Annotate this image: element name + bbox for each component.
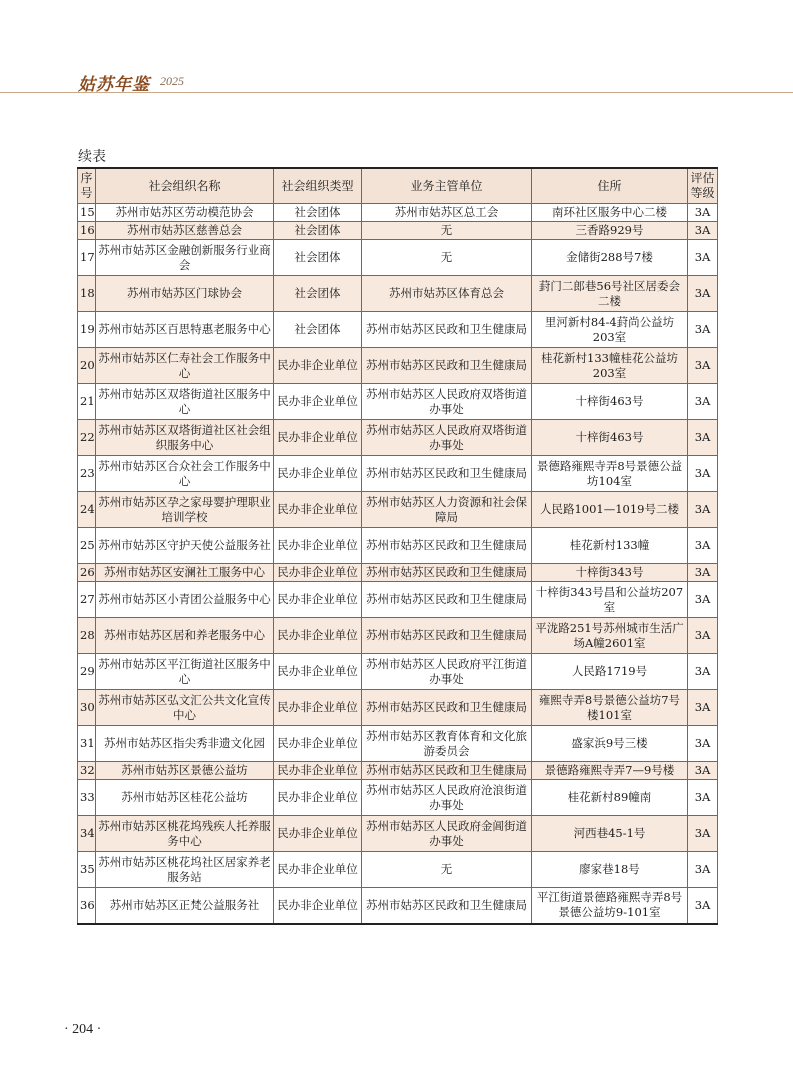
yearbook-year: 2025 bbox=[160, 74, 184, 88]
table-header-row bbox=[78, 168, 718, 204]
cell-grade: 3A bbox=[688, 726, 718, 762]
cell-name: 苏州市姑苏区慈善总会 bbox=[96, 222, 274, 240]
cell-unit: 无 bbox=[362, 222, 532, 240]
cell-address: 桂花新村133幢 bbox=[532, 528, 688, 564]
cell-address: 平江街道景德路雍熙寺弄8号景德公益坊9-101室 bbox=[532, 888, 688, 924]
cell-no: 27 bbox=[78, 582, 96, 618]
cell-unit: 苏州市姑苏区民政和卫生健康局 bbox=[362, 582, 532, 618]
table-body bbox=[78, 204, 718, 924]
cell-grade: 3A bbox=[688, 618, 718, 654]
cell-unit: 苏州市姑苏区民政和卫生健康局 bbox=[362, 312, 532, 348]
cell-grade: 3A bbox=[688, 780, 718, 816]
cell-grade: 3A bbox=[688, 348, 718, 384]
cell-address: 河西巷45-1号 bbox=[532, 816, 688, 852]
table-row bbox=[78, 726, 718, 762]
table-row bbox=[78, 564, 718, 582]
table-row bbox=[78, 222, 718, 240]
cell-name: 苏州市姑苏区平江街道社区服务中心 bbox=[96, 654, 274, 690]
cell-no: 32 bbox=[78, 762, 96, 780]
table-row bbox=[78, 654, 718, 690]
cell-no: 34 bbox=[78, 816, 96, 852]
table-row bbox=[78, 384, 718, 420]
cell-grade: 3A bbox=[688, 528, 718, 564]
cell-grade: 3A bbox=[688, 654, 718, 690]
cell-address: 廖家巷18号 bbox=[532, 852, 688, 888]
cell-address: 里河新村84-4葑尚公益坊203室 bbox=[532, 312, 688, 348]
cell-address: 人民路1001—1019号二楼 bbox=[532, 492, 688, 528]
cell-address: 盛家浜9号三楼 bbox=[532, 726, 688, 762]
cell-address: 平泷路251号苏州城市生活广场A幢2601室 bbox=[532, 618, 688, 654]
cell-address: 桂花新村89幢南 bbox=[532, 780, 688, 816]
cell-no: 29 bbox=[78, 654, 96, 690]
cell-address: 南环社区服务中心二楼 bbox=[532, 204, 688, 222]
cell-name: 苏州市姑苏区金融创新服务行业商会 bbox=[96, 240, 274, 276]
cell-type: 民办非企业单位 bbox=[274, 780, 362, 816]
cell-no: 24 bbox=[78, 492, 96, 528]
cell-grade: 3A bbox=[688, 312, 718, 348]
cell-type: 社会团体 bbox=[274, 312, 362, 348]
cell-unit: 苏州市姑苏区总工会 bbox=[362, 204, 532, 222]
table-row bbox=[78, 420, 718, 456]
cell-grade: 3A bbox=[688, 690, 718, 726]
cell-unit: 苏州市姑苏区人民政府双塔街道办事处 bbox=[362, 420, 532, 456]
cell-unit: 苏州市姑苏区民政和卫生健康局 bbox=[362, 456, 532, 492]
cell-grade: 3A bbox=[688, 204, 718, 222]
cell-grade: 3A bbox=[688, 240, 718, 276]
cell-grade: 3A bbox=[688, 582, 718, 618]
cell-no: 17 bbox=[78, 240, 96, 276]
cell-grade: 3A bbox=[688, 456, 718, 492]
cell-unit: 苏州市姑苏区体育总会 bbox=[362, 276, 532, 312]
cell-unit: 苏州市姑苏区民政和卫生健康局 bbox=[362, 618, 532, 654]
table-row bbox=[78, 492, 718, 528]
cell-address: 十梓街343号昌和公益坊207室 bbox=[532, 582, 688, 618]
cell-type: 民办非企业单位 bbox=[274, 420, 362, 456]
cell-address: 桂花新村133幢桂花公益坊203室 bbox=[532, 348, 688, 384]
cell-address: 景德路雍熙寺弄8号景德公益坊104室 bbox=[532, 456, 688, 492]
cell-grade: 3A bbox=[688, 492, 718, 528]
cell-type: 民办非企业单位 bbox=[274, 492, 362, 528]
table-row bbox=[78, 240, 718, 276]
cell-unit: 苏州市姑苏区人民政府金阊街道办事处 bbox=[362, 816, 532, 852]
cell-grade: 3A bbox=[688, 276, 718, 312]
header-address: 住所 bbox=[532, 168, 688, 204]
cell-name: 苏州市姑苏区桃花坞社区居家养老服务站 bbox=[96, 852, 274, 888]
cell-name: 苏州市姑苏区景德公益坊 bbox=[96, 762, 274, 780]
header-grade: 评估等级 bbox=[688, 168, 718, 204]
cell-address: 三香路929号 bbox=[532, 222, 688, 240]
cell-name: 苏州市姑苏区正梵公益服务社 bbox=[96, 888, 274, 924]
cell-type: 民办非企业单位 bbox=[274, 654, 362, 690]
cell-name: 苏州市姑苏区桃花坞残疾人托养服务中心 bbox=[96, 816, 274, 852]
cell-no: 33 bbox=[78, 780, 96, 816]
cell-no: 36 bbox=[78, 888, 96, 924]
table-continued-caption: 续表 bbox=[78, 149, 106, 165]
cell-type: 社会团体 bbox=[274, 204, 362, 222]
cell-address: 葑门二郎巷56号社区居委会二楼 bbox=[532, 276, 688, 312]
cell-name: 苏州市姑苏区百思特惠老服务中心 bbox=[96, 312, 274, 348]
cell-no: 26 bbox=[78, 564, 96, 582]
cell-unit: 苏州市姑苏区人民政府沧浪街道办事处 bbox=[362, 780, 532, 816]
cell-name: 苏州市姑苏区居和养老服务中心 bbox=[96, 618, 274, 654]
page-header bbox=[0, 0, 793, 93]
cell-no: 18 bbox=[78, 276, 96, 312]
cell-name: 苏州市姑苏区指尖秀非遗文化园 bbox=[96, 726, 274, 762]
cell-grade: 3A bbox=[688, 564, 718, 582]
cell-name: 苏州市姑苏区合众社会工作服务中心 bbox=[96, 456, 274, 492]
cell-grade: 3A bbox=[688, 888, 718, 924]
cell-address: 人民路1719号 bbox=[532, 654, 688, 690]
cell-address: 十梓街463号 bbox=[532, 420, 688, 456]
cell-type: 民办非企业单位 bbox=[274, 618, 362, 654]
cell-grade: 3A bbox=[688, 852, 718, 888]
cell-grade: 3A bbox=[688, 222, 718, 240]
table-row bbox=[78, 312, 718, 348]
cell-type: 社会团体 bbox=[274, 240, 362, 276]
cell-no: 21 bbox=[78, 384, 96, 420]
cell-type: 民办非企业单位 bbox=[274, 816, 362, 852]
table-row bbox=[78, 852, 718, 888]
cell-unit: 苏州市姑苏区民政和卫生健康局 bbox=[362, 690, 532, 726]
table-row bbox=[78, 816, 718, 852]
table-row bbox=[78, 690, 718, 726]
cell-type: 民办非企业单位 bbox=[274, 528, 362, 564]
cell-address: 十梓街463号 bbox=[532, 384, 688, 420]
cell-no: 25 bbox=[78, 528, 96, 564]
cell-type: 民办非企业单位 bbox=[274, 690, 362, 726]
cell-no: 23 bbox=[78, 456, 96, 492]
cell-name: 苏州市姑苏区门球协会 bbox=[96, 276, 274, 312]
cell-no: 22 bbox=[78, 420, 96, 456]
cell-no: 20 bbox=[78, 348, 96, 384]
table-row bbox=[78, 762, 718, 780]
cell-unit: 苏州市姑苏区民政和卫生健康局 bbox=[362, 564, 532, 582]
cell-address: 十梓街343号 bbox=[532, 564, 688, 582]
cell-type: 社会团体 bbox=[274, 276, 362, 312]
cell-unit: 苏州市姑苏区民政和卫生健康局 bbox=[362, 528, 532, 564]
cell-type: 民办非企业单位 bbox=[274, 582, 362, 618]
cell-name: 苏州市姑苏区小青团公益服务中心 bbox=[96, 582, 274, 618]
cell-unit: 苏州市姑苏区民政和卫生健康局 bbox=[362, 762, 532, 780]
cell-type: 民办非企业单位 bbox=[274, 348, 362, 384]
cell-grade: 3A bbox=[688, 420, 718, 456]
header-no: 序号 bbox=[78, 168, 96, 204]
cell-type: 民办非企业单位 bbox=[274, 384, 362, 420]
table-row bbox=[78, 204, 718, 222]
cell-unit: 苏州市姑苏区人民政府双塔街道办事处 bbox=[362, 384, 532, 420]
cell-type: 民办非企业单位 bbox=[274, 888, 362, 924]
cell-unit: 苏州市姑苏区人力资源和社会保障局 bbox=[362, 492, 532, 528]
cell-no: 35 bbox=[78, 852, 96, 888]
cell-name: 苏州市姑苏区弘文汇公共文化宣传中心 bbox=[96, 690, 274, 726]
cell-unit: 苏州市姑苏区民政和卫生健康局 bbox=[362, 888, 532, 924]
cell-no: 28 bbox=[78, 618, 96, 654]
cell-grade: 3A bbox=[688, 384, 718, 420]
table-row bbox=[78, 582, 718, 618]
cell-name: 苏州市姑苏区安澜社工服务中心 bbox=[96, 564, 274, 582]
cell-name: 苏州市姑苏区桂花公益坊 bbox=[96, 780, 274, 816]
cell-name: 苏州市姑苏区守护天使公益服务社 bbox=[96, 528, 274, 564]
table-row bbox=[78, 618, 718, 654]
cell-name: 苏州市姑苏区双塔街道社区服务中心 bbox=[96, 384, 274, 420]
cell-type: 民办非企业单位 bbox=[274, 456, 362, 492]
header-name: 社会组织名称 bbox=[96, 168, 274, 204]
cell-grade: 3A bbox=[688, 762, 718, 780]
cell-name: 苏州市姑苏区劳动模范协会 bbox=[96, 204, 274, 222]
cell-type: 民办非企业单位 bbox=[274, 762, 362, 780]
cell-no: 15 bbox=[78, 204, 96, 222]
cell-unit: 苏州市姑苏区教育体育和文化旅游委员会 bbox=[362, 726, 532, 762]
cell-name: 苏州市姑苏区孕之家母婴护理职业培训学校 bbox=[96, 492, 274, 528]
table-row bbox=[78, 348, 718, 384]
cell-no: 31 bbox=[78, 726, 96, 762]
cell-name: 苏州市姑苏区仁寿社会工作服务中心 bbox=[96, 348, 274, 384]
table-row bbox=[78, 888, 718, 924]
cell-address: 金储街288号7楼 bbox=[532, 240, 688, 276]
cell-unit: 苏州市姑苏区民政和卫生健康局 bbox=[362, 348, 532, 384]
table-row bbox=[78, 528, 718, 564]
cell-no: 30 bbox=[78, 690, 96, 726]
table-row bbox=[78, 456, 718, 492]
cell-name: 苏州市姑苏区双塔街道社区社会组织服务中心 bbox=[96, 420, 274, 456]
cell-type: 民办非企业单位 bbox=[274, 726, 362, 762]
cell-no: 19 bbox=[78, 312, 96, 348]
cell-unit: 无 bbox=[362, 852, 532, 888]
header-type: 社会组织类型 bbox=[274, 168, 362, 204]
cell-address: 雍熙寺弄8号景德公益坊7号楼101室 bbox=[532, 690, 688, 726]
cell-type: 民办非企业单位 bbox=[274, 852, 362, 888]
cell-grade: 3A bbox=[688, 816, 718, 852]
cell-type: 民办非企业单位 bbox=[274, 564, 362, 582]
table-row bbox=[78, 276, 718, 312]
header-unit: 业务主管单位 bbox=[362, 168, 532, 204]
cell-unit: 无 bbox=[362, 240, 532, 276]
yearbook-title: 姑苏年鉴 bbox=[78, 75, 150, 95]
social-organization-table bbox=[77, 167, 718, 925]
cell-no: 16 bbox=[78, 222, 96, 240]
cell-unit: 苏州市姑苏区人民政府平江街道办事处 bbox=[362, 654, 532, 690]
cell-type: 社会团体 bbox=[274, 222, 362, 240]
page-number: · 204 · bbox=[64, 1022, 102, 1037]
cell-address: 景德路雍熙寺弄7—9号楼 bbox=[532, 762, 688, 780]
table-row bbox=[78, 780, 718, 816]
